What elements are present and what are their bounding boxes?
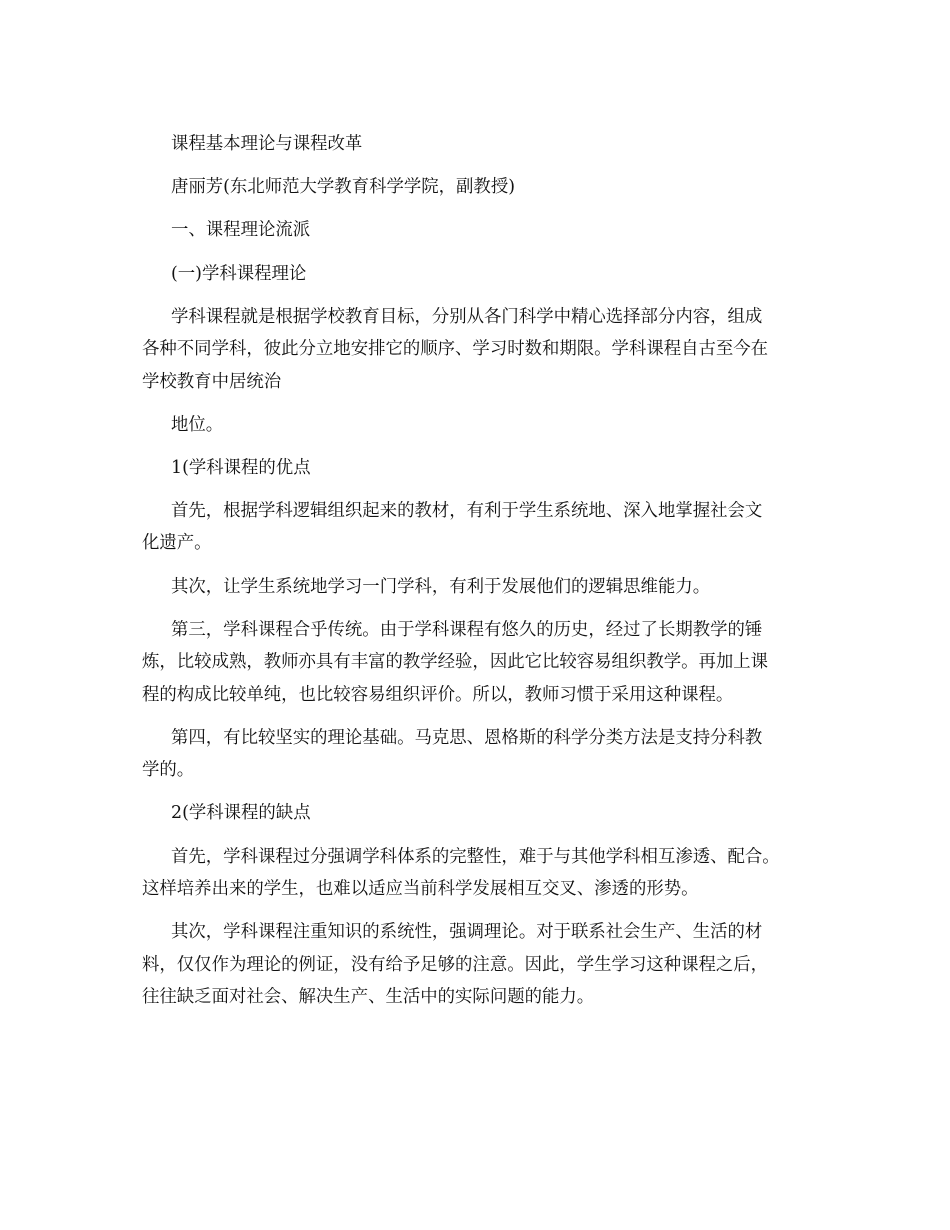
disadvantages-heading xyxy=(142,797,814,829)
paragraph-disadvantage-2 xyxy=(142,916,814,1013)
paragraph-disadvantage-1 xyxy=(142,841,814,906)
title-line: 课程基本理论与课程改革 xyxy=(171,134,363,154)
author-line xyxy=(142,171,814,203)
paragraph-intro xyxy=(142,301,814,398)
paragraph-line: 料，仅仅作为理论的例证，没有给予足够的注意。因此，学生学习这种课程之后， xyxy=(142,954,769,975)
paragraph-line: 各种不同学科，彼此分立地安排它的顺序、学习时数和期限。学科课程自古至今在 xyxy=(142,339,769,360)
paragraph-line: 往往缺乏面对社会、解决生产、生活中的实际问题的能力。 xyxy=(142,986,595,1007)
paragraph-advantage-3 xyxy=(142,614,814,711)
paragraph-line: 学校教育中居统治 xyxy=(142,371,282,392)
paragraph-line: 首先，根据学科逻辑组织起来的教材，有利于学生系统地、深入地掌握社会文 xyxy=(171,501,763,522)
paragraph-advantage-4 xyxy=(142,722,814,787)
paragraph-line: 其次，学科课程注重知识的系统性，强调理论。对于联系社会生产、生活的材 xyxy=(171,922,763,943)
paragraph-line: 其次，让学生系统地学习一门学科，有利于发展他们的逻辑思维能力。 xyxy=(171,576,711,597)
paragraph-advantage-1 xyxy=(142,495,814,560)
paragraph-line: 这样培养出来的学生，也难以适应当前科学发展相互交叉、渗透的形势。 xyxy=(142,878,699,899)
paragraph-line: 第四，有比较坚实的理论基础。马克思、恩格斯的科学分类方法是支持分科教 xyxy=(171,727,763,748)
paragraph-line: 第三，学科课程合乎传统。由于学科课程有悠久的历史，经过了长期教学的锤 xyxy=(171,619,763,640)
subsection-heading-text: (一)学科课程理论 xyxy=(171,263,307,284)
document-body xyxy=(142,128,814,1024)
author-text: 唐丽芳(东北师范大学教育科学学院，副教授) xyxy=(171,177,515,198)
advantages-heading-text: 1(学科课程的优点 xyxy=(171,457,311,478)
paragraph-advantage-2 xyxy=(142,571,814,603)
paragraph-line: 化遗产。 xyxy=(142,533,212,554)
paragraph-line: 首先，学科课程过分强调学科体系的完整性，难于与其他学科相互渗透、配合。 xyxy=(171,846,780,867)
advantages-heading xyxy=(142,452,814,484)
disadvantages-heading-text: 2(学科课程的缺点 xyxy=(171,803,311,824)
document-title xyxy=(142,128,814,160)
paragraph-line: 炼，比较成熟，教师亦具有丰富的教学经验，因此它比较容易组织教学。再加上课 xyxy=(142,652,769,673)
paragraph-intro-end xyxy=(142,409,814,441)
section-heading xyxy=(142,214,814,246)
paragraph-line: 地位。 xyxy=(171,414,224,435)
paragraph-line: 学的。 xyxy=(142,760,195,781)
section-heading-text: 一、课程理论流派 xyxy=(171,220,311,241)
subsection-heading xyxy=(142,258,814,290)
paragraph-line: 学科课程就是根据学校教育目标，分别从各门科学中精心选择部分内容，组成 xyxy=(171,306,763,327)
paragraph-line: 程的构成比较单纯，也比较容易组织评价。所以，教师习惯于采用这种课程。 xyxy=(142,684,734,705)
